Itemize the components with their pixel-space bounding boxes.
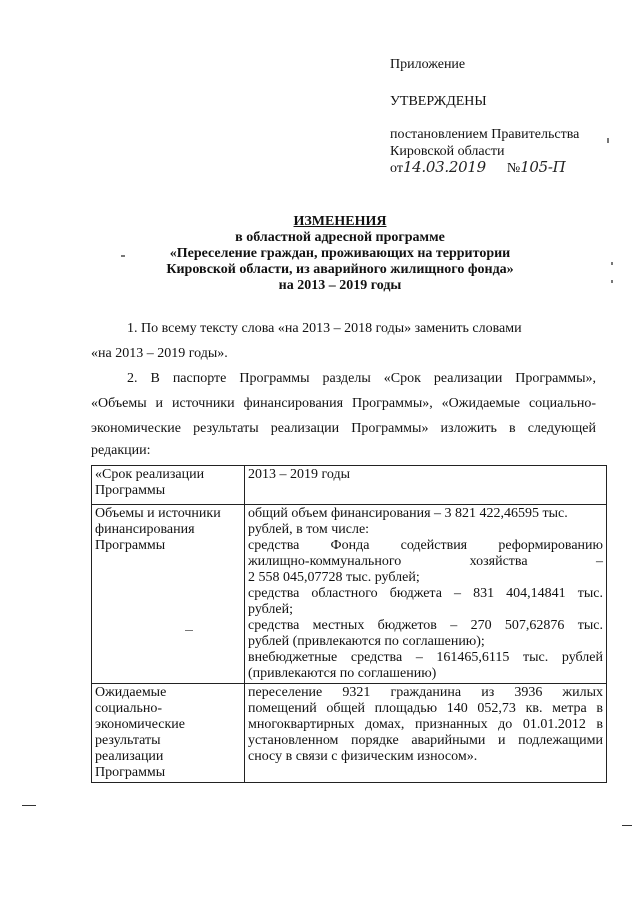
decree-line-2: Кировской области [390,144,505,159]
handwritten-number: 105-П [520,158,566,176]
doc-title: ИЗМЕНЕНИЯ [293,214,387,229]
doc-subtitle-1: в областной адресной программе [235,230,445,245]
decree-date-line [390,159,565,177]
table-row [92,684,607,783]
scan-mark [607,138,609,143]
row-label-term: «Срок реализации Программы [92,466,245,505]
paragraph-1-line-1: 1. По всему тексту слова «на 2013 – 2018 годы» заменить словами [127,321,522,336]
table-row [92,466,607,505]
table-row [92,505,607,684]
scan-mark [185,630,193,631]
doc-subtitle-2: «Переселение граждан, проживающих на территории [169,246,511,261]
decree-line-1: постановлением Правительства [390,127,580,142]
doc-subtitle-3: Кировской области, из аварийного жилищного фонда» [166,262,514,277]
number-prefix: № [506,161,521,176]
row-label-financing: Объемы и источники финансирования Программы [92,505,245,684]
row-value-results: переселение 9321 гражданина из 3936 жилых помещений общей площадью 140 052,73 кв. метра в многоквартирных домах, признанных до 01.01.2012 в установленном порядке аварийными и подлежащими сносу в связи с физическим износом». [245,684,607,783]
paragraph-2-line-4: редакции: [91,443,151,458]
approved-label: УТВЕРЖДЕНЫ [390,94,487,109]
doc-subtitle-4: на 2013 – 2019 годы [278,278,402,293]
row-label-results: Ожидаемые социально- экономические результаты реализации Программы [92,684,245,783]
handwritten-date: 14.03.2019 [402,158,486,176]
scan-mark [611,280,613,283]
paragraph-1-line-2: «на 2013 – 2019 годы». [91,346,228,361]
scan-mark [611,262,613,265]
paragraph-1 [91,316,596,366]
appendix-label: Приложение [390,57,466,72]
paragraph-2-line-2: «Объемы и источники финансирования Программы», «Ожидаемые социально- [91,396,596,411]
scan-mark [121,255,125,257]
date-prefix: от [390,161,403,176]
program-passport-table [91,465,607,783]
scan-mark [622,825,632,826]
scan-mark [22,805,36,806]
row-value-financing: общий объем финансирования – 3 821 422,46595 тыс. рублей, в том числе: средства Фонда содействия реформированию жилищно-коммунального хозяйства – 2 558 045,07728 тыс. рублей; средства областного бюджета – 831 404,14841 тыс. рублей; средства местных бюджетов – 270 507,62876 тыс. рублей (привлекаются по соглашению); внебюджетные средства – 161465,6115 тыс. рублей (привлекаются по соглашению) [245,505,607,684]
paragraph-2-line-3: экономические результаты реализации Программы» изложить в следующей [91,421,596,436]
paragraph-2 [91,366,596,459]
row-value-term: 2013 – 2019 годы [245,466,607,505]
paragraph-2-line-1: 2. В паспорте Программы разделы «Срок реализации Программы», [127,371,596,386]
